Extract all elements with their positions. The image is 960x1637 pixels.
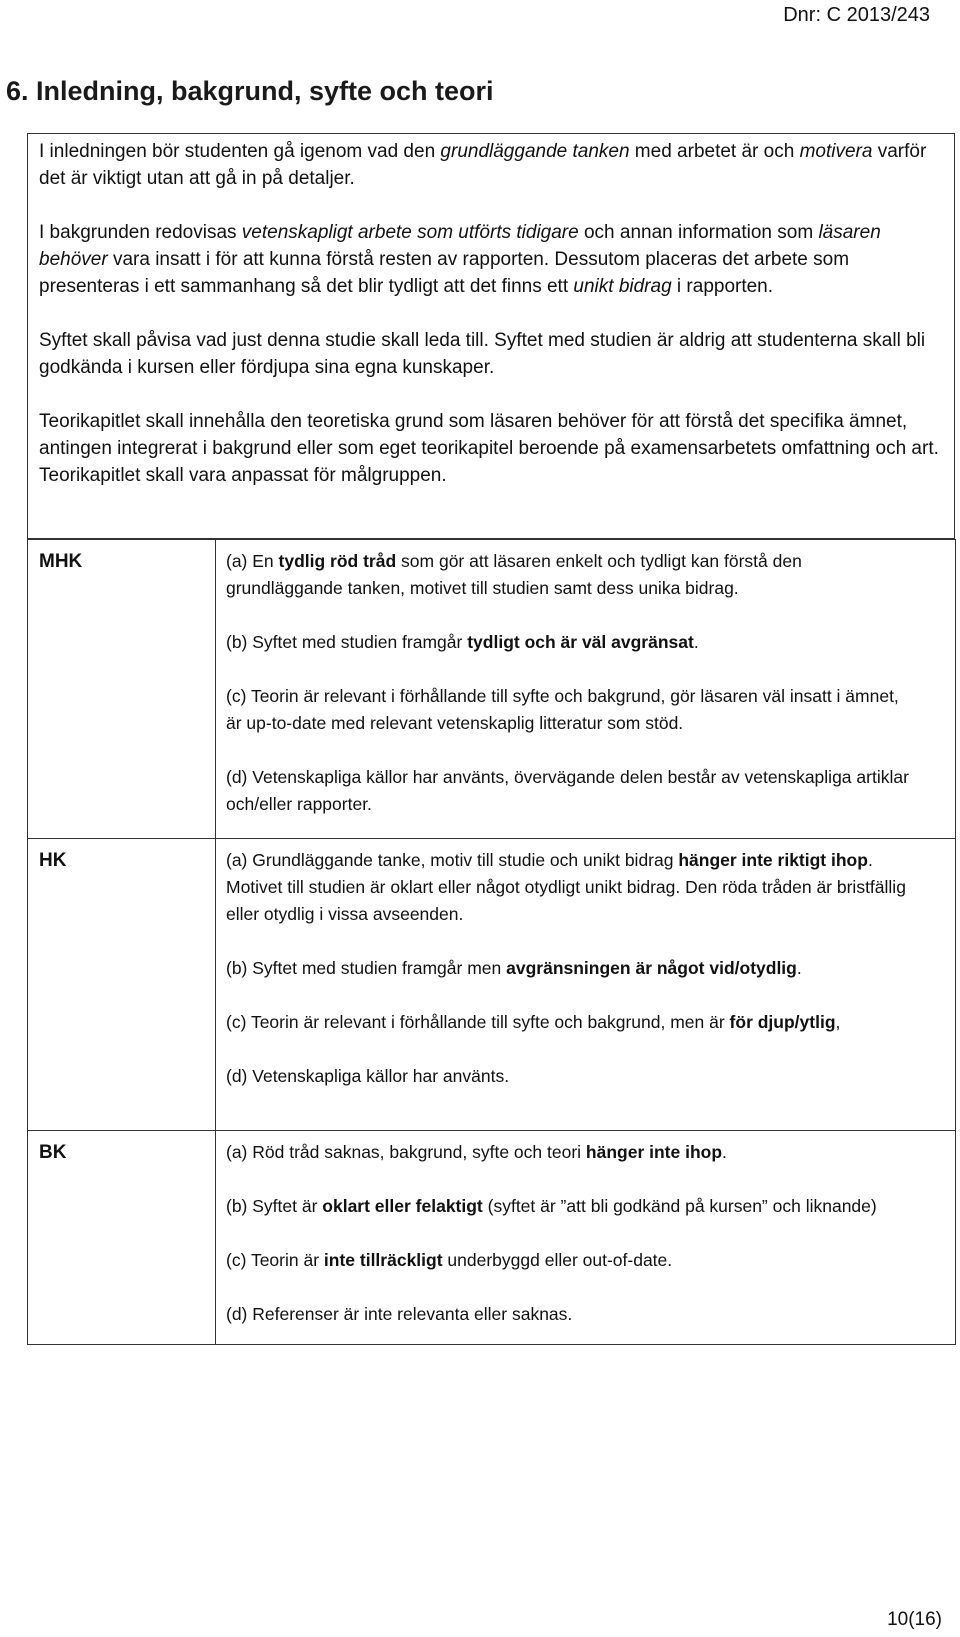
criterion-b: (b) Syftet med studien framgår tydligt och är väl avgränsat. xyxy=(226,632,699,652)
grade-row-mhk xyxy=(28,540,956,839)
criterion-b: (b) Syftet med studien framgår men avgränsningen är något vid/otydlig. xyxy=(226,958,802,978)
grade-criteria xyxy=(216,1131,956,1345)
page-number: 10(16) xyxy=(887,1609,942,1630)
intro-paragraph-inledning: I inledningen bör studenten gå igenom vad den grundläggande tanken med arbetet är och motivera varför det är viktigt utan att gå in på detaljer. xyxy=(39,141,927,189)
criterion-c: (c) Teorin är relevant i förhållande till syfte och bakgrund, men är för djup/ytlig, xyxy=(226,1012,841,1032)
intro-paragraph-bakgrund: I bakgrunden redovisas vetenskapligt arbete som utförts tidigare och annan information som läsaren behöver vara insatt i för att kunna förstå resten av rapporten. Dessutom placeras det arbete som presenteras i ett sammanhang så det blir tydligt att det finns ett unikt bidrag i rapporten. xyxy=(39,222,881,297)
grade-label: HK xyxy=(28,839,216,1131)
grade-label: BK xyxy=(28,1131,216,1345)
criterion-d: (d) Vetenskapliga källor har använts. xyxy=(226,1066,510,1086)
intro-text xyxy=(39,138,944,489)
grade-criteria xyxy=(216,540,956,839)
criterion-d: (d) Vetenskapliga källor har använts, övervägande delen består av vetenskapliga artiklar och/eller rapporter. xyxy=(226,767,909,814)
grading-criteria-table xyxy=(27,539,956,1345)
grade-row-bk xyxy=(28,1131,956,1345)
grade-row-hk xyxy=(28,839,956,1131)
intro-paragraph-syfte: Syftet skall påvisa vad just denna studie skall leda till. Syftet med studien är aldrig att studenterna skall bli godkända i kursen eller fördjupa sina egna kunskaper. xyxy=(39,330,926,378)
criterion-c: (c) Teorin är inte tillräckligt underbyggd eller out-of-date. xyxy=(226,1250,673,1270)
criterion-a: (a) Röd tråd saknas, bakgrund, syfte och teori hänger inte ihop. xyxy=(226,1142,727,1162)
intro-paragraph-teori: Teorikapitlet skall innehålla den teoretiska grund som läsaren behöver för att förstå det specifika ämnet, antingen integrerat i bakgrund eller som eget teorikapitel beroende på examensarbetets omfattning och art. Teorikapitlet skall vara anpassat för målgruppen. xyxy=(39,411,939,486)
grade-label: MHK xyxy=(28,540,216,839)
criterion-a: (a) En tydlig röd tråd som gör att läsaren enkelt och tydligt kan förstå den grundläggande tanken, motivet till studien samt dess unika bidrag. xyxy=(226,551,802,598)
criterion-a: (a) Grundläggande tanke, motiv till studie och unikt bidrag hänger inte riktigt ihop. Motivet till studien är oklart eller något otydligt unikt bidrag. Den röda tråden är bristfällig eller otydlig i vissa avseenden. xyxy=(226,850,906,924)
criterion-d: (d) Referenser är inte relevanta eller saknas. xyxy=(226,1304,573,1324)
criterion-b: (b) Syftet är oklart eller felaktigt (syftet är ”att bli godkänd på kursen” och liknande) xyxy=(226,1196,877,1216)
document-reference: Dnr: C 2013/243 xyxy=(783,4,930,26)
grade-criteria xyxy=(216,839,956,1131)
criterion-c: (c) Teorin är relevant i förhållande till syfte och bakgrund, gör läsaren väl insatt i ämnet, är up-to-date med relevant vetenskaplig litteratur som stöd. xyxy=(226,686,899,733)
section-heading: 6. Inledning, bakgrund, syfte och teori xyxy=(6,76,494,106)
